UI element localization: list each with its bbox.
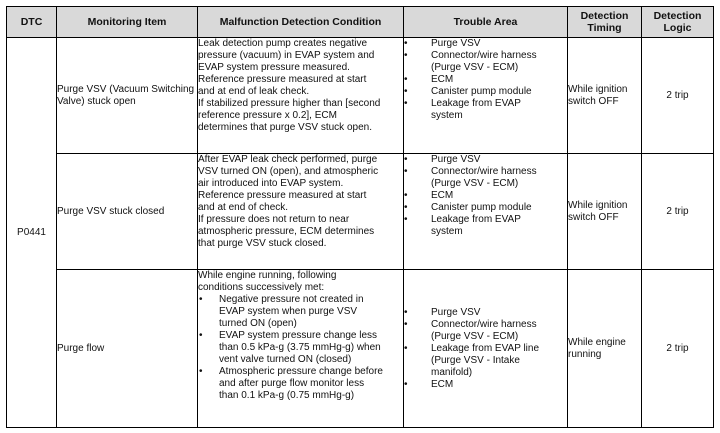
table-row [7, 38, 714, 154]
header-monitoring-item: Monitoring Item [57, 7, 198, 38]
condition-line: Reference pressure measured at start [198, 190, 367, 201]
condition-line: After EVAP leak check performed, purge [198, 154, 378, 165]
detection-timing: While engine running [568, 270, 642, 428]
trouble-item: • ECM [404, 379, 567, 391]
monitoring-item: Purge flow [57, 270, 198, 428]
condition-line: and at end of check. [198, 202, 289, 213]
condition-line: that purge VSV stuck closed. [198, 238, 327, 249]
trouble-area [404, 270, 568, 428]
condition-bullet: • Atmospheric pressure change before and after purge flow monitor less than 0.1 kPa-g (0.75 mmHg-g) [198, 366, 403, 402]
condition-line: If pressure does not return to near [198, 214, 350, 225]
detection-timing: While ignition switch OFF [568, 154, 642, 270]
table-row [7, 154, 714, 270]
trouble-item: • Leakage from EVAP system [404, 214, 567, 238]
trouble-item: • Canister pump module [404, 86, 567, 98]
malfunction-condition [198, 38, 404, 154]
trouble-item: • Purge VSV [404, 38, 567, 50]
trouble-item: • ECM [404, 74, 567, 86]
trouble-item: • Purge VSV [404, 154, 567, 166]
trouble-item: • Canister pump module [404, 202, 567, 214]
header-detection-timing: Detection Timing [568, 7, 642, 38]
trouble-item: • Connector/wire harness (Purge VSV - ECM) [404, 166, 567, 190]
trouble-area [404, 154, 568, 270]
condition-line: EVAP system pressure measured. [198, 62, 350, 73]
trouble-item: • Leakage from EVAP line (Purge VSV - Intake manifold) [404, 343, 567, 379]
monitoring-item: Purge VSV stuck closed [57, 154, 198, 270]
dtc-table [6, 6, 714, 428]
condition-bullet: • EVAP system pressure change less than 0.5 kPa-g (3.75 mmHg-g) when vent valve turned ON (closed) [198, 330, 403, 366]
malfunction-condition [198, 270, 404, 428]
header-trouble-area: Trouble Area [404, 7, 568, 38]
trouble-item: • Purge VSV [404, 307, 567, 319]
condition-line: Leak detection pump creates negative [198, 38, 367, 49]
header-malfunction-condition: Malfunction Detection Condition [198, 7, 404, 38]
condition-line: conditions successively met: [198, 282, 325, 293]
condition-line: determines that purge VSV stuck open. [198, 122, 372, 133]
detection-logic: 2 trip [642, 270, 714, 428]
condition-line: and at end of leak check. [198, 86, 310, 97]
condition-line: air introduced into EVAP system. [198, 178, 344, 189]
condition-line: If stabilized pressure higher than [second [198, 98, 381, 109]
condition-line: atmospheric pressure, ECM determines [198, 226, 375, 237]
monitoring-item: Purge VSV (Vacuum Switching Valve) stuck open [57, 38, 198, 154]
trouble-area [404, 38, 568, 154]
dtc-code: P0441 [7, 38, 57, 428]
header-dtc: DTC [7, 7, 57, 38]
trouble-item: • Connector/wire harness (Purge VSV - ECM) [404, 319, 567, 343]
malfunction-condition [198, 154, 404, 270]
condition-line: reference pressure x 0.2], ECM [198, 110, 337, 121]
table-header-row [7, 7, 714, 38]
condition-bullet: • Negative pressure not created in EVAP system when purge VSV turned ON (open) [198, 294, 403, 330]
detection-logic: 2 trip [642, 38, 714, 154]
condition-line: While engine running, following [198, 270, 337, 281]
trouble-item: • Leakage from EVAP system [404, 98, 567, 122]
trouble-item: • Connector/wire harness (Purge VSV - ECM) [404, 50, 567, 74]
header-detection-logic: Detection Logic [642, 7, 714, 38]
condition-line: pressure (vacuum) in EVAP system and [198, 50, 375, 61]
detection-timing: While ignition switch OFF [568, 38, 642, 154]
detection-logic: 2 trip [642, 154, 714, 270]
condition-line: Reference pressure measured at start [198, 74, 367, 85]
table-row [7, 270, 714, 428]
trouble-item: • ECM [404, 190, 567, 202]
condition-line: VSV turned ON (open), and atmospheric [198, 166, 379, 177]
